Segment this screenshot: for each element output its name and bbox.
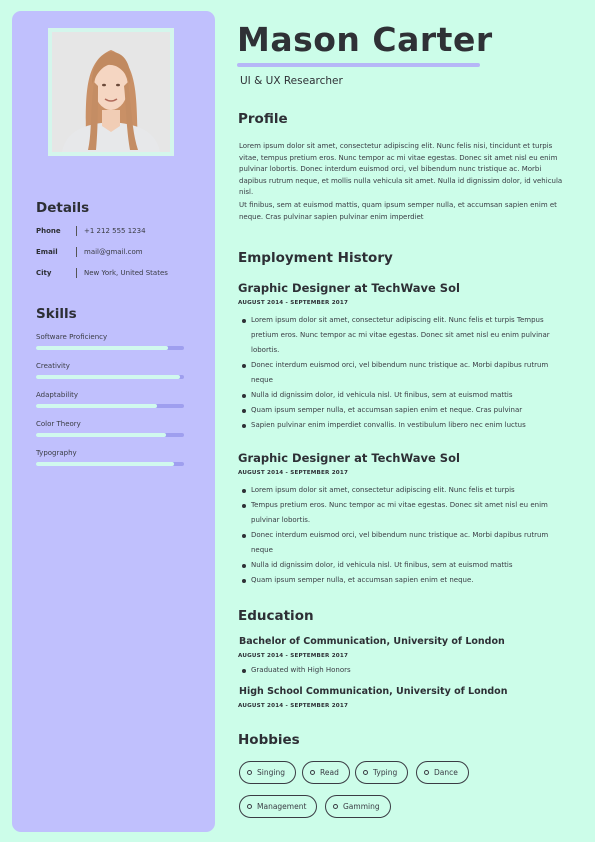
hobbies-heading: Hobbies [238,732,300,748]
hobby-dot-icon [247,804,252,809]
hobby-chip [239,795,317,818]
detail-key: Phone [36,227,61,235]
hobby-label: Management [257,802,307,811]
detail-value: mail@gmail.com [84,248,143,256]
skills-heading: Skills [36,306,77,322]
job-date-1: AUGUST 2014 - SEPTEMBER 2017 [238,300,349,306]
list-item: Donec interdum euismod orci, vel bibendum nunc tristique ac. Morbi dapibus rutrum neque [242,358,572,388]
skill-item [36,448,184,466]
skill-item [36,390,184,408]
list-item: Lorem ipsum dolor sit amet, consectetur adipiscing elit. Nunc felis et turpis Tempus pretium eros. Nunc tempor ac mi vitae egestas. Donec sit amet nisl eu enim pulvinar lobortis. [242,313,572,358]
skill-item [36,332,184,350]
skill-name: Color Theory [36,420,81,428]
detail-divider [76,247,77,257]
profile-heading: Profile [238,111,288,127]
detail-row-city [36,267,168,279]
skill-name: Adaptability [36,391,79,399]
skill-bar-fill [36,375,180,379]
hobby-dot-icon [247,770,252,775]
detail-divider [76,226,77,236]
profile-photo-image [52,32,170,152]
detail-value: +1 212 555 1234 [84,227,146,235]
job-title-2: Graphic Designer at TechWave Sol [238,451,460,465]
skill-bar [36,462,184,466]
skill-bar [36,433,184,437]
hobby-chip [325,795,391,818]
skill-name: Software Proficiency [36,333,108,341]
hobby-label: Read [320,768,339,777]
education-bullets-1 [242,663,572,678]
job-bullets-2 [242,483,572,588]
skill-name: Typography [36,449,77,457]
detail-row-email [36,246,143,258]
job-title-1: Graphic Designer at TechWave Sol [238,281,460,295]
detail-value: New York, United States [84,269,168,277]
hobby-dot-icon [333,804,338,809]
profile-photo-frame [48,28,174,156]
hobby-dot-icon [310,770,315,775]
detail-key: Email [36,248,58,256]
education-title-1: Bachelor of Communication, University of London [239,636,505,647]
education-title-2: High School Communication, University of London [239,686,508,697]
hobby-label: Typing [373,768,398,777]
profile-photo [52,32,170,152]
skill-item [36,419,184,437]
hobby-chip [355,761,408,784]
hobby-chip [239,761,296,784]
list-item: Nulla id dignissim dolor, id vehicula nisl. Ut finibus, sem at euismod mattis [242,388,572,403]
education-heading: Education [238,608,314,624]
hobby-dot-icon [363,770,368,775]
hobby-label: Gamming [343,802,380,811]
skill-bar [36,404,184,408]
education-date-2: AUGUST 2014 - SEPTEMBER 2017 [238,703,349,709]
education-date-1: AUGUST 2014 - SEPTEMBER 2017 [238,653,349,659]
list-item: Nulla id dignissim dolor, id vehicula nisl. Ut finibus, sem at euismod mattis [242,558,572,573]
job-date-2: AUGUST 2014 - SEPTEMBER 2017 [238,470,349,476]
candidate-name: Mason Carter [237,20,493,59]
profile-text: Lorem ipsum dolor sit amet, consectetur adipiscing elit. Nunc felis nisi, tincidunt et turpis vitae, tempus pretium eros. Nunc tempor ac mi vitae egestas. Donec sit amet nisl eu enim pulvinar lobortis. Donec interdum euismod orci, vel bibendum nunc tristique ac. Morbi dapibus rutrum neque, et mollis nulla vehicula sit amet. Nulla id dignissim dolor, id vehicula nisl. [239,142,563,197]
skill-bar [36,375,184,379]
skill-bar-fill [36,404,157,408]
hobby-dot-icon [424,770,429,775]
skill-bar [36,346,184,350]
hobby-chip [302,761,350,784]
list-item: Quam ipsum semper nulla, et accumsan sapien enim et neque. [242,573,572,588]
skill-bar-fill [36,346,168,350]
hobby-label: Singing [257,768,285,777]
list-item: Sapien pulvinar enim imperdiet convallis. In vestibulum libero nec enim luctus [242,418,572,433]
list-item: Donec interdum euismod orci, vel bibendum nunc tristique ac. Morbi dapibus rutrum neque [242,528,572,558]
detail-key: City [36,269,52,277]
hobby-chip [416,761,469,784]
job-bullets-1 [242,313,572,433]
job-title: UI & UX Researcher [240,75,343,87]
details-heading: Details [36,200,90,216]
list-item: Graduated with High Honors [242,663,572,678]
skill-name: Creativity [36,362,70,370]
list-item: Tempus pretium eros. Nunc tempor ac mi vitae egestas. Donec sit amet nisl eu enim pulvinar lobortis. [242,498,572,528]
skill-item [36,361,184,379]
employment-heading: Employment History [238,250,393,266]
hobby-label: Dance [434,768,458,777]
name-underline [237,63,480,67]
skill-bar-fill [36,462,174,466]
detail-divider [76,268,77,278]
skill-bar-fill [36,433,166,437]
detail-row-phone [36,225,146,237]
list-item: Lorem ipsum dolor sit amet, consectetur adipiscing elit. Nunc felis et turpis [242,483,572,498]
profile-text-2: Ut finibus, sem at euismod mattis, quam ipsum semper nulla, et accumsan sapien enim et neque. Cras pulvinar sapien pulvinar enim imperdiet [239,201,557,221]
list-item: Quam ipsum semper nulla, et accumsan sapien enim et neque. Cras pulvinar [242,403,572,418]
